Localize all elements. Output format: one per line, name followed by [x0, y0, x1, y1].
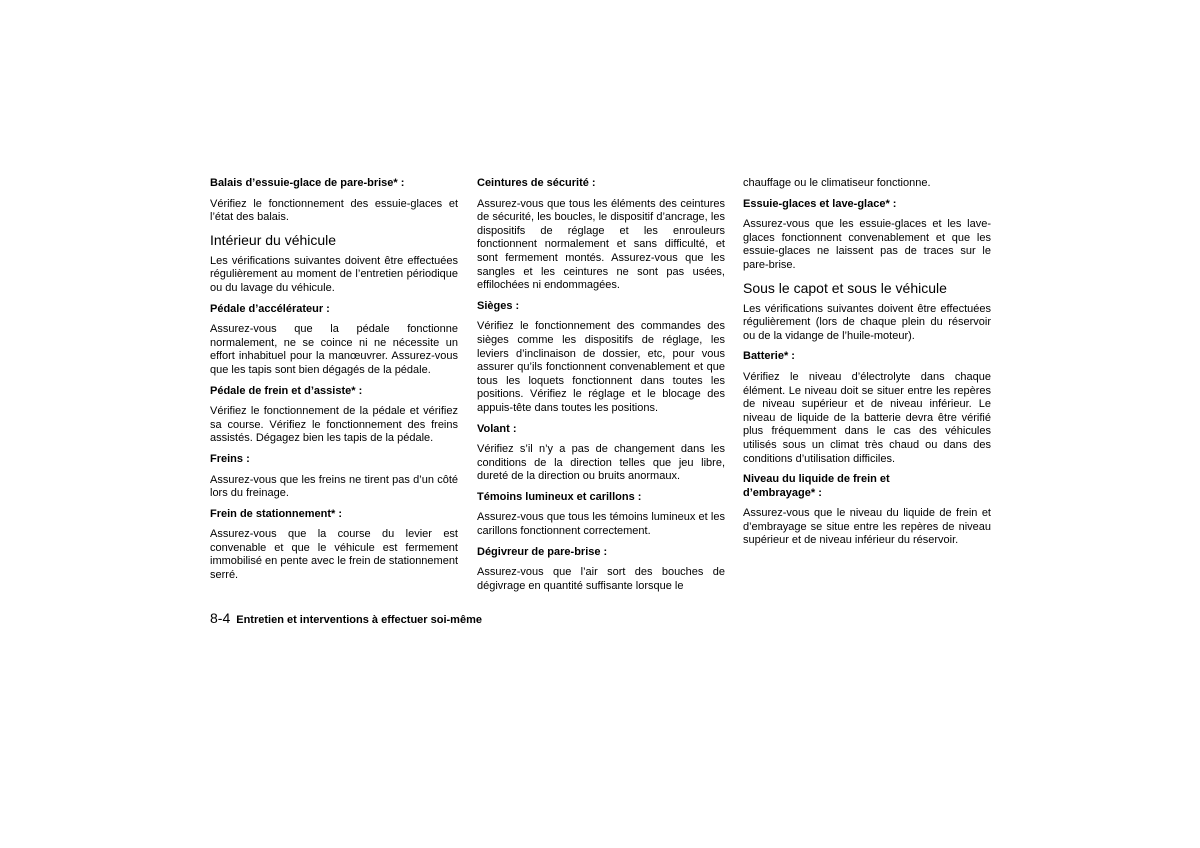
warning-lights-text: Assurez-vous que tous les témoins lumineux et les carillons fonctionnent correctement. — [477, 511, 725, 538]
accelerator-heading: Pédale d’accélérateur : — [210, 302, 330, 315]
page-footer — [210, 610, 482, 626]
steering-wheel-heading: Volant : — [477, 422, 517, 435]
interior-section-text: Les vérifications suivantes doivent être effectuées régulièrement au moment de l’entretien périodique ou du lavage du véhicule. — [210, 254, 458, 294]
parking-brake-heading: Frein de stationnement* : — [210, 507, 343, 520]
washer-text: Assurez-vous que les essuie-glaces et les lave-glaces fonctionnent convenablement et que les essuie-glaces ne laissent pas de traces sur le pare-brise. — [743, 218, 991, 271]
column-left — [210, 177, 458, 590]
chapter-title: Entretien et interventions à effectuer soi-même — [236, 614, 482, 626]
brake-fluid-heading-line1: Niveau du liquide de frein et — [743, 473, 890, 486]
brake-fluid-heading — [743, 473, 991, 500]
under-hood-section-title: Sous le capot et sous le véhicule — [743, 279, 947, 296]
defroster-text-continued: chauffage ou le climatiseur fonctionne. — [743, 177, 931, 189]
column-middle — [477, 177, 725, 600]
washer-heading: Essuie-glaces et lave-glace* : — [743, 197, 897, 210]
battery-heading: Batterie* : — [743, 350, 795, 363]
brakes-heading: Freins : — [210, 452, 250, 465]
brake-fluid-text: Assurez-vous que le niveau du liquide de frein et d’embrayage se situe entre les repères de niveau supérieur et de niveau inférieur du réservoir. — [743, 507, 991, 547]
seat-belts-text: Assurez-vous que tous les éléments des ceintures de sécurité, les boucles, le dispositif d’ancrage, les dispositifs de réglage et les enrouleurs fonctionnent normalement et sans difficulté, et sont fermement montés. Assurez-vous que les sangles et les ceintures ne sont pas usées, effilochées ni endommagées. — [477, 197, 725, 292]
battery-text: Vérifiez le niveau d’électrolyte dans chaque élément. Le niveau doit se situer entre les repères de niveau supérieur et de niveau inférieur. Le niveau de liquide de la batterie devra être vérifié plus fréquemment dans le cas des véhicules utilisés sous un climat très chaud ou dans des conditions d’utilisation difficiles. — [743, 370, 991, 465]
brake-pedal-heading: Pédale de frein et d’assiste* : — [210, 384, 363, 397]
wiper-blades-heading: Balais d’essuie-glace de pare-brise* : — [210, 177, 405, 189]
wiper-blades-text: Vérifiez le fonctionnement des essuie-glaces et l’état des balais. — [210, 197, 458, 224]
interior-section-title: Intérieur du véhicule — [210, 231, 337, 248]
seat-belts-heading: Ceintures de sécurité : — [477, 177, 596, 189]
brakes-text: Assurez-vous que les freins ne tirent pas d’un côté lors du freinage. — [210, 473, 458, 500]
defroster-heading: Dégivreur de pare-brise : — [477, 545, 608, 558]
warning-lights-heading: Témoins lumineux et carillons : — [477, 490, 642, 503]
seats-heading: Sièges : — [477, 299, 520, 312]
seats-text: Vérifiez le fonctionnement des commandes des sièges comme les dispositifs de réglage, les leviers d’inclinaison de dossier, etc, pour vous assurer qu’ils fonctionnent convenablement et que tous les loquets fonctionnent dans toutes les positions. Vérifiez le réglage et le blocage des appuis-tête dans toutes les positions. — [477, 320, 725, 414]
under-hood-section-text: Les vérifications suivantes doivent être effectuées régulièrement (lors de chaque plein du réservoir ou de la vidange de l’huile-moteur). — [743, 302, 991, 342]
defroster-text: Assurez-vous que l’air sort des bouches de dégivrage en quantité suffisante lorsque le — [477, 566, 725, 592]
brake-pedal-text: Vérifiez le fonctionnement de la pédale et vérifiez sa course. Vérifiez le fonctionnement des freins assistés. Dégagez bien les tapis de la pédale. — [210, 405, 458, 445]
page-number: 8-4 — [210, 610, 231, 626]
parking-brake-text: Assurez-vous que la course du levier est convenable et que le véhicule est fermement immobilisé en pente avec le frein de stationnement serré. — [210, 528, 458, 582]
brake-fluid-heading-line2: d’embrayage* : — [743, 486, 822, 499]
accelerator-text: Assurez-vous que la pédale fonctionne normalement, ne se coince ni ne nécessite un effort inhabituel pour la manœuvrer. Assurez-vous que les tapis sont bien dégagés de la pédale. — [210, 323, 458, 376]
column-right — [743, 177, 991, 555]
steering-wheel-text: Vérifiez s’il n’y a pas de changement dans les conditions de la direction telles que jeu libre, dureté de la direction ou bruits anormaux. — [477, 443, 725, 483]
